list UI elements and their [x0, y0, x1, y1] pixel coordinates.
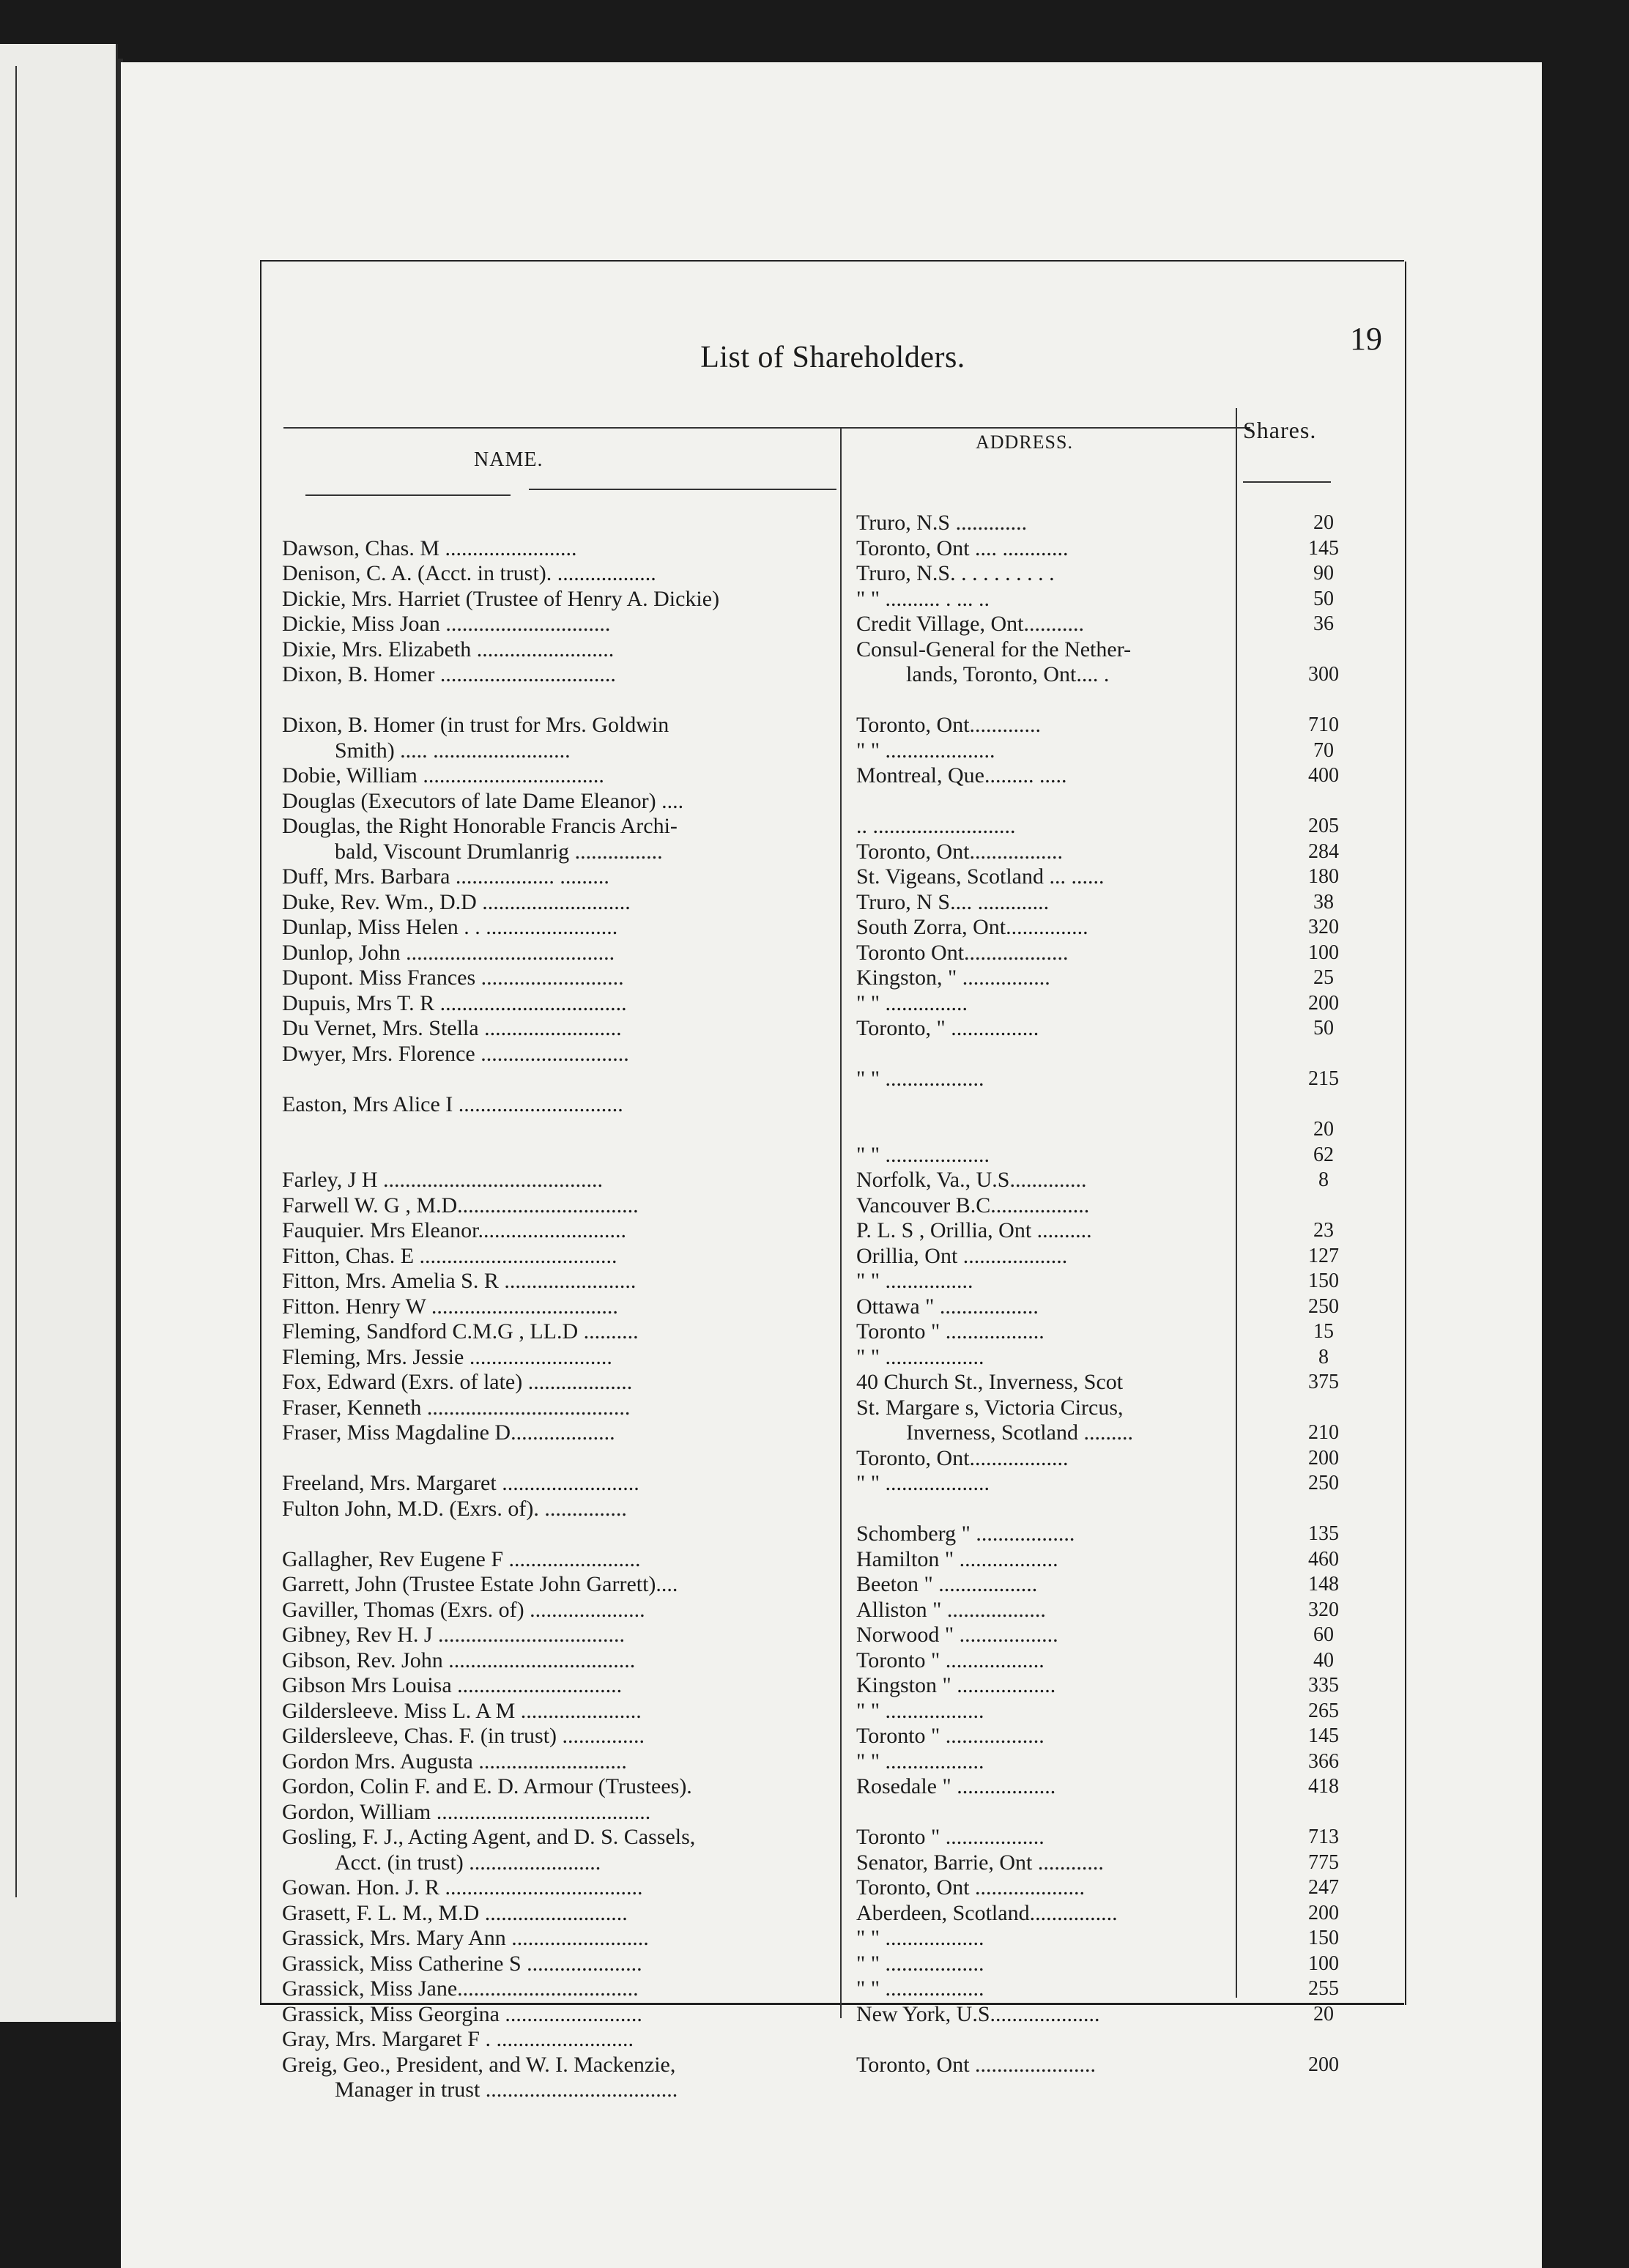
shareholder-shares: 775: [1308, 1850, 1339, 1874]
header-rule-shares: [1243, 481, 1331, 483]
shareholder-name: Manager in trust ...................................: [335, 2078, 678, 2102]
shareholder-address: Toronto Ont...................: [856, 940, 1069, 965]
shareholder-shares: 8: [1318, 1345, 1329, 1368]
shareholder-shares: 284: [1308, 840, 1339, 863]
shareholder-address: Orillia, Ont ...................: [856, 1243, 1068, 1268]
shareholder-address: New York, U.S....................: [856, 2001, 1100, 2026]
shareholder-shares: 38: [1313, 890, 1334, 914]
shareholder-address: .. ..........................: [856, 814, 1016, 838]
table-row: [261, 966, 1404, 990]
shareholder-address: Toronto, Ont ......................: [856, 2052, 1096, 2077]
shareholder-address: Toronto " ..................: [856, 1648, 1044, 1672]
shareholder-shares: 375: [1308, 1371, 1339, 1393]
shareholder-shares: 418: [1308, 1775, 1339, 1798]
shareholder-shares: 200: [1308, 991, 1339, 1015]
shareholder-name: Grassick, Mrs. Mary Ann .........................: [282, 1926, 649, 1950]
shareholder-address: " " ..................: [856, 1926, 984, 1950]
shareholder-name: Gray, Mrs. Margaret F . .........................: [282, 2027, 634, 2051]
table-row: [261, 2053, 1404, 2078]
shareholder-name: Fleming, Sandford C.M.G , LL.D ..........: [282, 1319, 639, 1344]
shareholder-name: Gaviller, Thomas (Exrs. of) .....................: [282, 1597, 645, 1622]
shareholder-name: Denison, C. A. (Acct. in trust). ..................: [282, 561, 656, 585]
shareholder-shares: 70: [1313, 738, 1334, 762]
table-row: [261, 1294, 1404, 1319]
shareholder-address: " " .......... . ... ..: [856, 586, 990, 611]
shareholder-name: Grassick, Miss Georgina .........................: [282, 2001, 642, 2026]
shareholder-shares: 100: [1308, 941, 1339, 964]
shareholder-name: Dupuis, Mrs T. R ..................................: [282, 990, 627, 1015]
table-row: [261, 1042, 1404, 1067]
shareholder-name: Fulton John, M.D. (Exrs. of). ...............: [282, 1496, 627, 1521]
table-row: [261, 1598, 1404, 1623]
shareholder-address: Truro, N.S .............: [856, 511, 1028, 535]
table-row: [261, 1193, 1404, 1218]
shareholder-name: Dupont. Miss Frances ..........................: [282, 966, 624, 990]
shareholder-name: Dickie, Mrs. Harriet (Trustee of Henry A. Dickie): [282, 586, 720, 611]
shareholder-address: lands, Toronto, Ont.... .: [906, 662, 1110, 686]
shareholder-address: Senator, Barrie, Ont ............: [856, 1850, 1104, 1875]
shareholder-address: Toronto, Ont ....................: [856, 1875, 1086, 1900]
shareholder-shares: 250: [1308, 1472, 1339, 1494]
shareholder-address: St. Vigeans, Scotland ... ......: [856, 864, 1105, 889]
shareholder-shares: 50: [1313, 587, 1334, 610]
shareholder-name: Grassick, Miss Catherine S .....................: [282, 1951, 642, 1976]
shareholder-address: Truro, N S.... .............: [856, 889, 1050, 914]
shareholder-address: Norfolk, Va., U.S..............: [856, 1168, 1087, 1192]
shareholder-shares: 210: [1308, 1421, 1339, 1444]
shareholder-shares: 320: [1308, 1598, 1339, 1621]
table-row: [261, 2078, 1404, 2102]
shareholder-name: Douglas (Executors of late Dame Eleanor) ....: [282, 788, 684, 813]
table-row: [261, 587, 1404, 612]
page-number: 19: [1350, 321, 1382, 357]
shareholder-shares: 265: [1308, 1699, 1339, 1722]
shareholder-address: St. Margare s, Victoria Circus,: [856, 1395, 1124, 1420]
shareholder-address: Vancouver B.C..................: [856, 1193, 1090, 1218]
table-row: [261, 1244, 1404, 1269]
table-row: [261, 1926, 1404, 1951]
shareholder-name: Dobie, William .................................: [282, 763, 604, 788]
shareholder-name: Dunlop, John ......................................: [282, 940, 615, 965]
shareholder-address: " " ...............: [856, 990, 968, 1015]
table-row: [261, 1699, 1404, 1724]
shareholder-address: Inverness, Scotland .........: [906, 1420, 1133, 1445]
table-row: [261, 2002, 1404, 2027]
shareholder-shares: 200: [1308, 2053, 1339, 2076]
table-row: [261, 1875, 1404, 1900]
shareholder-name: Grassick, Miss Jane.................................: [282, 1976, 639, 2001]
shareholder-shares: 250: [1308, 1294, 1339, 1318]
shareholder-address: Ottawa " ..................: [856, 1294, 1039, 1319]
table-row: [261, 1497, 1404, 1522]
table-frame: [260, 260, 1404, 2102]
shareholder-address: " " ...................: [856, 1471, 990, 1495]
table-row: [261, 1976, 1404, 2001]
table-row: [261, 1623, 1404, 1648]
table-row: [261, 561, 1404, 586]
shareholder-shares: 127: [1308, 1244, 1339, 1267]
shareholder-address: Kingston, " ................: [856, 966, 1050, 990]
shareholder-name: Douglas, the Right Honorable Francis Archi-: [282, 814, 678, 838]
table-row: [261, 713, 1404, 738]
table-row: [261, 1269, 1404, 1294]
shareholder-address: " " ..................: [856, 1951, 984, 1976]
shareholder-address: " " ..................: [856, 1344, 984, 1369]
shareholder-address: Consul-General for the Nether-: [856, 637, 1132, 662]
shareholder-address: Toronto, Ont.................: [856, 839, 1064, 864]
page-title: List of Shareholders.: [700, 341, 965, 374]
table-row: [261, 1648, 1404, 1673]
shareholder-name: Fox, Edward (Exrs. of late) ...................: [282, 1370, 633, 1394]
shareholder-name: Dickie, Miss Joan ..............................: [282, 612, 611, 636]
table-row: [261, 840, 1404, 864]
shareholder-shares: 145: [1308, 536, 1339, 560]
shareholder-address: " " ...................: [856, 1142, 990, 1167]
shareholder-shares: 460: [1308, 1547, 1339, 1571]
shareholder-shares: 150: [1308, 1270, 1339, 1292]
table-row: [261, 1825, 1404, 1850]
shareholder-name: Gibney, Rev H. J ..................................: [282, 1623, 626, 1647]
table-row: [261, 864, 1404, 889]
shareholder-name: Fitton, Chas. E ....................................: [282, 1243, 617, 1268]
table-row: [261, 511, 1404, 536]
shareholder-name: Dixon, B. Homer ................................: [282, 662, 616, 686]
table-row: [261, 1117, 1404, 1142]
table-row: [261, 1547, 1404, 1572]
shareholder-name: Gordon, William .......................................: [282, 1799, 651, 1824]
shareholder-name: Smith) ..... .........................: [335, 738, 571, 763]
shareholder-address: Kingston " ..................: [856, 1673, 1056, 1697]
table-row: [261, 1370, 1404, 1395]
table-row: [261, 738, 1404, 763]
shareholder-shares: 335: [1308, 1674, 1339, 1697]
table-row: [261, 1396, 1404, 1420]
shareholder-address: P. L. S , Orillia, Ont ..........: [856, 1218, 1092, 1242]
shareholder-name: bald, Viscount Drumlanrig ................: [335, 839, 663, 864]
table-row: [261, 789, 1404, 814]
table-row: [261, 637, 1404, 662]
table-row: [261, 1092, 1404, 1117]
shareholder-address: Credit Village, Ont...........: [856, 612, 1084, 636]
shareholder-shares: 180: [1308, 865, 1339, 888]
table-row: [261, 1319, 1404, 1344]
table-row: [261, 814, 1404, 839]
shareholder-name: Grasett, F. L. M., M.D ..........................: [282, 1900, 628, 1925]
shareholder-name: Freeland, Mrs. Margaret .........................: [282, 1471, 639, 1495]
shareholder-name: Gildersleeve, Chas. F. (in trust) ...............: [282, 1724, 645, 1748]
column-header-name: NAME.: [474, 448, 543, 471]
shareholder-name: Gibson, Rev. John ..................................: [282, 1648, 636, 1672]
table-row: [261, 612, 1404, 637]
shareholder-shares: 50: [1313, 1017, 1334, 1040]
shareholder-name: Fraser, Kenneth .....................................: [282, 1395, 631, 1420]
table-row: [261, 991, 1404, 1016]
table-row: [261, 1218, 1404, 1243]
shareholder-name: Gosling, F. J., Acting Agent, and D. S. Cassels,: [282, 1825, 696, 1849]
table-row: [261, 941, 1404, 966]
shareholder-name: Garrett, John (Trustee Estate John Garrett)....: [282, 1572, 678, 1596]
shareholder-shares: 148: [1308, 1573, 1339, 1596]
table-row: [261, 1067, 1404, 1092]
shareholder-shares: 215: [1308, 1067, 1339, 1090]
table-row: [261, 915, 1404, 940]
shareholder-shares: 20: [1313, 511, 1334, 534]
shareholder-shares: 15: [1313, 1320, 1334, 1343]
shareholder-shares: 62: [1313, 1143, 1334, 1166]
shareholder-address: South Zorra, Ont...............: [856, 915, 1088, 939]
shareholder-name: Duff, Mrs. Barbara .................. .........: [282, 864, 609, 889]
shareholder-address: Toronto " ..................: [856, 1724, 1044, 1748]
shareholder-name: Dixie, Mrs. Elizabeth .........................: [282, 637, 615, 662]
table-row: [261, 1420, 1404, 1445]
shareholder-name: Gowan. Hon. J. R ....................................: [282, 1875, 643, 1900]
shareholder-name: Easton, Mrs Alice I ..............................: [282, 1092, 623, 1116]
shareholder-shares: 200: [1308, 1901, 1339, 1924]
table-row: [261, 1168, 1404, 1193]
table-row: [261, 1901, 1404, 1926]
shareholder-address: " " ....................: [856, 738, 995, 763]
facing-page-rule: [15, 66, 17, 1897]
shareholder-shares: 255: [1308, 1977, 1339, 2000]
table-row: [261, 1800, 1404, 1825]
shareholder-address: " " ..................: [856, 1067, 984, 1091]
shareholder-shares: 366: [1308, 1749, 1339, 1773]
shareholder-name: Fauquier. Mrs Eleanor...........................: [282, 1218, 626, 1242]
shareholder-address: Toronto, " ................: [856, 1016, 1039, 1040]
shareholder-name: Duke, Rev. Wm., D.D ...........................: [282, 889, 631, 914]
shareholder-shares: 20: [1313, 2002, 1334, 2026]
shareholder-name: Fleming, Mrs. Jessie ..........................: [282, 1344, 612, 1369]
shareholder-shares: 90: [1313, 562, 1334, 585]
table-row: [261, 1446, 1404, 1471]
table-row: [261, 1774, 1404, 1799]
shareholder-address: Hamilton " ..................: [856, 1546, 1058, 1571]
shareholder-shares: 300: [1308, 663, 1339, 686]
shareholder-address: Schomberg " ..................: [856, 1522, 1075, 1546]
table-row: [261, 1016, 1404, 1041]
table-row: [261, 763, 1404, 788]
shareholder-name: Fitton. Henry W ..................................: [282, 1294, 618, 1319]
shareholder-shares: 150: [1308, 1927, 1339, 1949]
shareholder-shares: 247: [1308, 1876, 1339, 1899]
shareholder-name: Dunlap, Miss Helen . . ........................: [282, 915, 618, 939]
shareholder-shares: 100: [1308, 1952, 1339, 1975]
column-header-address: ADDRESS.: [976, 431, 1073, 453]
table-row: [261, 1522, 1404, 1546]
shareholder-address: " " ..................: [856, 1698, 984, 1723]
shareholder-address: Alliston " ..................: [856, 1597, 1046, 1622]
shareholder-name: Dawson, Chas. M ........................: [282, 536, 577, 560]
shareholder-shares: 60: [1313, 1623, 1334, 1646]
shareholder-name: Gordon Mrs. Augusta ...........................: [282, 1749, 627, 1774]
table-row: [261, 536, 1404, 561]
shareholder-name: Farwell W. G , M.D.................................: [282, 1193, 639, 1218]
shareholder-address: " " ..................: [856, 1976, 984, 2001]
shareholder-shares: 8: [1318, 1168, 1329, 1191]
shareholder-address: 40 Church St., Inverness, Scot: [856, 1370, 1124, 1394]
shareholder-shares: 36: [1313, 612, 1334, 635]
shareholder-shares: 40: [1313, 1648, 1334, 1672]
shareholder-name: Fraser, Miss Magdaline D...................: [282, 1420, 615, 1445]
column-header-shares: Shares.: [1243, 417, 1317, 443]
shareholder-address: Aberdeen, Scotland................: [856, 1900, 1118, 1925]
shareholder-address: " " ................: [856, 1269, 973, 1293]
shareholder-name: Dwyer, Mrs. Florence ...........................: [282, 1041, 629, 1066]
table-row: [261, 688, 1404, 713]
shareholder-address: " " ..................: [856, 1749, 984, 1774]
shareholder-shares: 200: [1308, 1446, 1339, 1470]
shareholder-address: Toronto, Ont .... ............: [856, 536, 1069, 560]
table-row: [261, 1572, 1404, 1597]
table-row: [261, 1345, 1404, 1370]
shareholder-address: Montreal, Que......... .....: [856, 763, 1067, 788]
table-row: [261, 890, 1404, 915]
shareholder-name: Gordon, Colin F. and E. D. Armour (Trustees).: [282, 1774, 692, 1798]
shareholder-name: Acct. (in trust) ........................: [335, 1850, 601, 1875]
shareholder-shares: 320: [1308, 916, 1339, 938]
shareholder-address: Norwood " ..................: [856, 1623, 1058, 1647]
shareholder-shares: 20: [1313, 1118, 1334, 1141]
table-row: [261, 1143, 1404, 1168]
table-row: [261, 2027, 1404, 2052]
shareholder-name: Dixon, B. Homer (in trust for Mrs. Goldwin: [282, 713, 669, 737]
header-rule-top: [283, 427, 1250, 429]
table-row: [261, 1850, 1404, 1875]
table-row: [261, 662, 1404, 687]
table-row: [261, 1471, 1404, 1496]
header-rule-name-right: [529, 489, 836, 490]
shareholder-name: Du Vernet, Mrs. Stella .........................: [282, 1016, 622, 1040]
shareholder-shares: 25: [1313, 966, 1334, 989]
shareholder-name: Farley, J H ........................................: [282, 1168, 604, 1192]
shareholder-address: Truro, N.S. . . . . . . . . .: [856, 561, 1055, 585]
header-rule-name-left: [305, 494, 511, 496]
shareholder-address: Toronto " ..................: [856, 1825, 1044, 1849]
table-row: [261, 1673, 1404, 1698]
shareholder-shares: 205: [1308, 815, 1339, 837]
shareholder-shares: 145: [1308, 1724, 1339, 1747]
shareholder-address: Beeton " ..................: [856, 1572, 1038, 1596]
shareholder-name: Fitton, Mrs. Amelia S. R ........................: [282, 1269, 637, 1293]
shareholder-name: Greig, Geo., President, and W. I. Mackenzie,: [282, 2052, 676, 2077]
shareholder-shares: 23: [1313, 1219, 1334, 1242]
shareholder-shares: 400: [1308, 764, 1339, 787]
shareholder-shares: 713: [1308, 1826, 1339, 1848]
table-row: [261, 1724, 1404, 1749]
shareholder-shares: 135: [1308, 1522, 1339, 1545]
shareholder-address: Rosedale " ..................: [856, 1774, 1056, 1798]
shareholder-address: Toronto, Ont..................: [856, 1445, 1069, 1470]
table-row: [261, 1952, 1404, 1976]
facing-page-edge: [0, 44, 118, 2022]
table-row: [261, 1749, 1404, 1774]
shareholder-address: Toronto " ..................: [856, 1319, 1044, 1344]
shareholder-address: Toronto, Ont.............: [856, 713, 1042, 737]
document-page: [121, 62, 1542, 2268]
shareholder-name: Gibson Mrs Louisa ..............................: [282, 1673, 623, 1697]
shareholder-name: Gildersleeve. Miss L. A M ......................: [282, 1698, 642, 1723]
shareholder-name: Gallagher, Rev Eugene F ........................: [282, 1546, 641, 1571]
shareholder-shares: 710: [1308, 714, 1339, 736]
